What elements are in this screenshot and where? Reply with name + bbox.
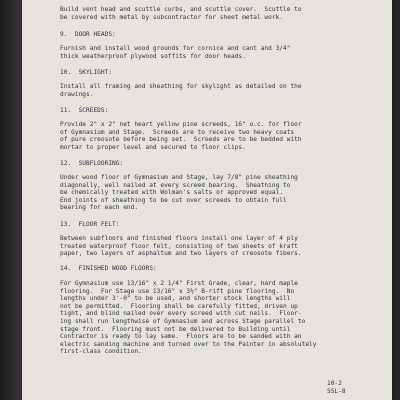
section-line: ing shall run lengthwise of Gymnasium and across Stage parallel to [60,318,306,325]
section-line: Provide 2" x 2" net heart yellow pine screeds, 16" o.c. for floor [60,121,302,128]
section-line: of pure creosote before being set. Screeds are to be bedded with [60,136,302,144]
section-line: Furnish and install wood grounds for cornice and cant and 3/4" [60,45,291,52]
section-line: be chemically treated with Wolman's salts or approved equal. [60,189,284,197]
section-heading-subflooring: 12. SUBFLOORING: [60,160,124,167]
section-heading-screeds: 11. SCREEDS: [60,107,109,114]
section-line: thick weatherproof plywood soffits for door heads. [60,52,246,60]
intro-line-1: Build vent head and scuttle curbs, and scuttle cover. Scuttle to [60,6,302,13]
section-line: Under wood floor of Gymnasium and Stage, lay 7/8" pine sheathing [60,174,298,181]
intro-line-2: be covered with metal by subcontractor for sheet metal work. [60,13,284,21]
section-line: For Gymnasium use 13/16" x 2 1/4" First Grade, clear, hard maple [60,280,298,287]
section-line: paper, two layers of asphaltum and two layers of creosote fibers. [60,250,302,258]
section-line: Install all framing and sheathing for skylight as detailed on the [60,83,302,90]
scan-edge [0,0,22,400]
section-heading-finished-wood-floors: 14. FINISHED WOOD FLOORS: [60,265,157,272]
section-line: drawings. [60,90,94,98]
section-line: first-class condition. [60,348,142,356]
section-line: lengths under 3'-0" to be used, and shorter stock lengths will [60,295,291,303]
section-line: Between subfloors and finished floors install one layer of 4 ply [60,235,298,242]
section-line: treated waterproof floor felt, consisting of two sheets of kraft [60,242,298,250]
section-line: diagonally, well nailed at every screed bearing. Sheathing to [60,181,291,189]
section-line: stage front. Flooring must not be delivered to Building until [60,325,291,333]
section-line: electric sanding machine and turned over to the Painter in absolutely [60,340,317,348]
section-line: not be permitted. Flooring shall be carefully fitted, driven up [60,302,298,310]
document-ref: SSL-8 [327,388,346,395]
page-number: 10-2 [327,380,342,387]
section-line: End joints of sheathing to be cut over screeds to obtain full [60,196,287,204]
section-line: tight, and blind nailed over every screed with cut nails. Floor- [60,310,302,318]
section-line: flooring. For Stage use 13/16" x 3½" B-rift pine flooring. No [60,287,295,295]
section-line: of Gymnasium and Stage. Screeds are to receive two heavy coats [60,128,295,136]
section-line: bearing for each end. [60,204,139,212]
section-line: mortar to proper level and secured to floor clips. [60,143,246,151]
section-heading-floor-felt: 13. FLOOR FELT: [60,221,120,228]
section-heading-skylight: 10. SKYLIGHT: [60,69,113,76]
section-line: Contractor is ready to lay same. Floors are to be sanded with an [60,333,302,341]
document-page [22,0,392,400]
section-heading-door-heads: 9. DOOR HEADS: [60,31,116,38]
